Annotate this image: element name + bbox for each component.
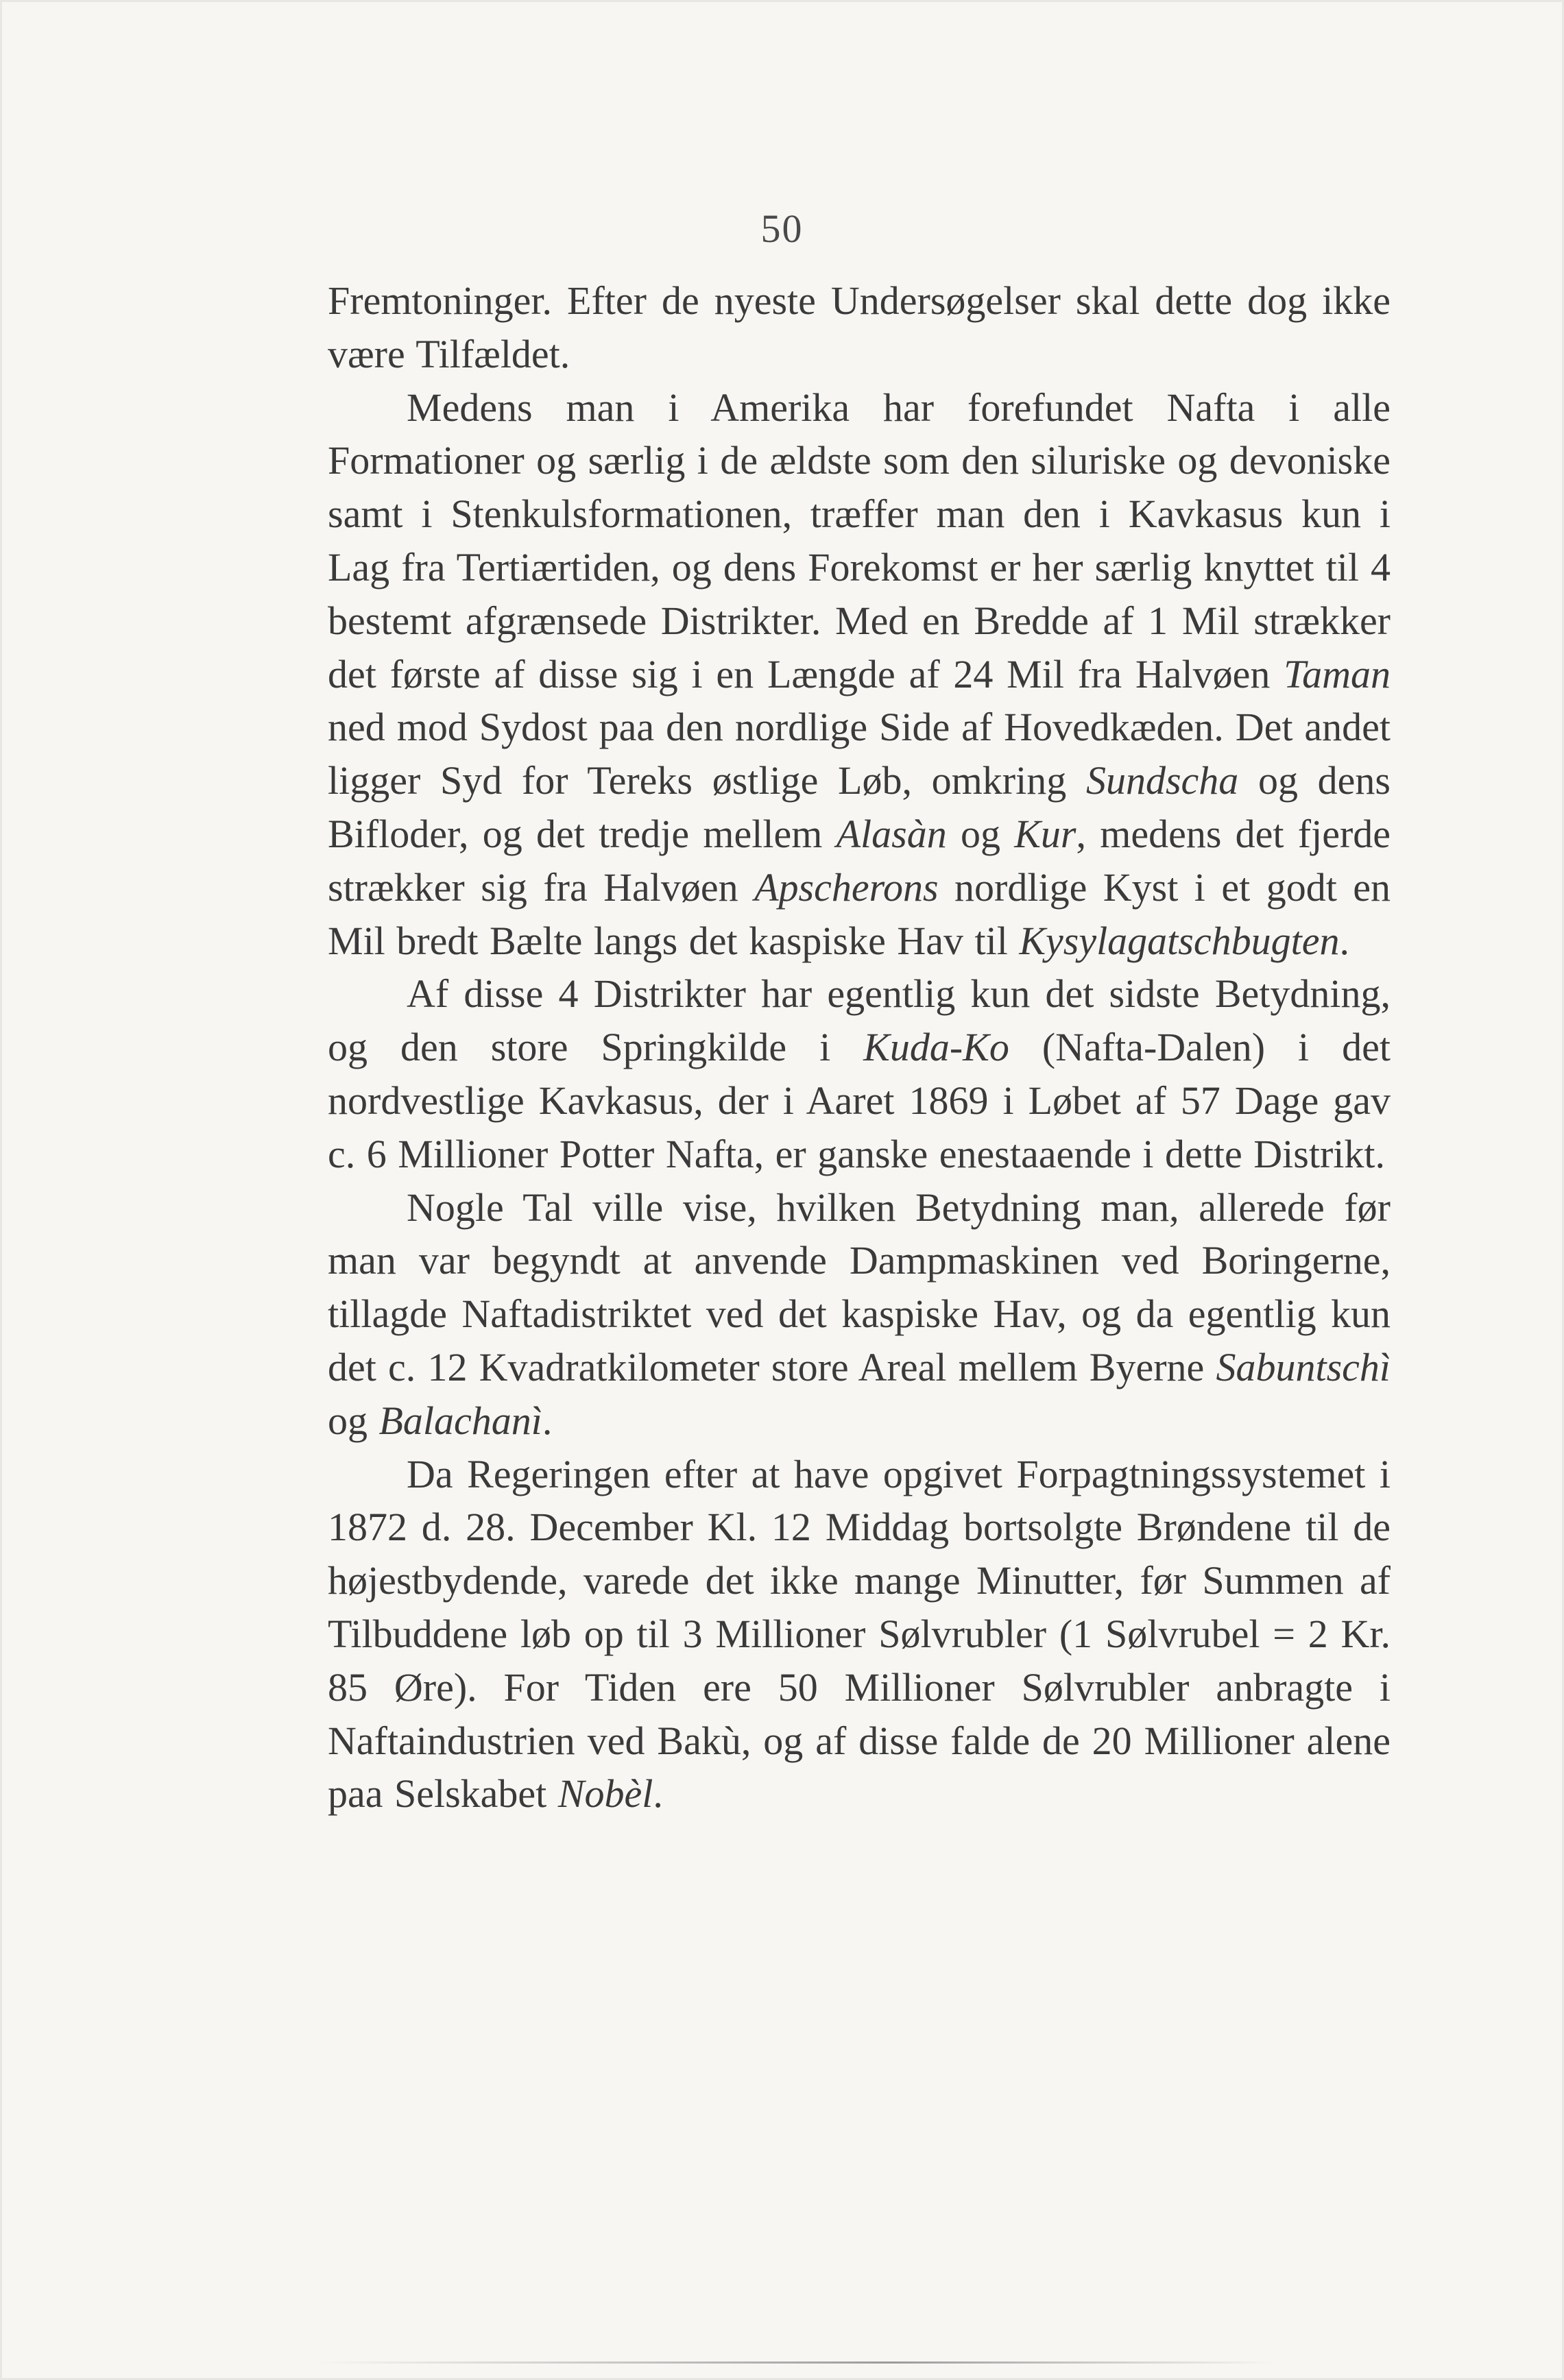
italic-name: Apscherons	[754, 864, 939, 910]
text-run: (Nafta-Dalen) i det nordvestlige Kavkasus, der i Aaret 1869 i Løbet af 57 Dage gav c. 6 Millioner Potter Nafta, er ganske enestaaende i dette Distrikt.	[328, 1025, 1391, 1176]
page-number: 50	[760, 206, 804, 251]
text-run: ned mod Sydost paa den nordlige Side af Hovedkæden. Det andet ligger Syd for Tereks østlige Løb, omkring	[328, 705, 1391, 803]
text-run: Nogle Tal ville vise, hvilken Betydning man, allerede før man var begyndt at anvende Dampmaskinen ved Boringerne, tillagde Naftadistriktet ved det kaspiske Hav, og da egentlig kun det c. 12 Kvadratkilometer store Areal mellem Byerne	[328, 1185, 1391, 1389]
text-run: , medens det fjerde strækker sig fra Halvøen	[328, 811, 1391, 910]
italic-name: Kuda-Ko	[863, 1025, 1009, 1070]
paragraph	[328, 1181, 1391, 1448]
text-run: .	[1339, 918, 1349, 963]
text-run: .	[542, 1398, 553, 1443]
text-run: Fremtoninger. Efter de nyeste Undersøgelser skal dette dog ikke være Tilfældet.	[328, 278, 1391, 376]
text-run: Medens man i Amerika har forefundet Nafta i alle Formationer og særlig i de ældste som den siluriske og devoniske samt i Stenkulsformationen, træffer man den i Kavkasus kun i Lag fra Tertiærtiden, og dens Forekomst er her særlig knyttet til 4 bestemt afgrænsede Distrikter. Med en Bredde af 1 Mil strækker det første af disse sig i en Længde af 24 Mil fra Halvøen	[328, 385, 1391, 696]
italic-name: Nobèl	[557, 1771, 653, 1817]
italic-name: Alasàn	[836, 811, 947, 856]
italic-name: Kur	[1014, 811, 1076, 856]
text-run: nordlige Kyst i et godt en Mil bredt Bælte langs det kaspiske Hav til	[328, 864, 1391, 963]
italic-name: Balachanì	[378, 1398, 542, 1443]
scan-edge-line	[315, 2361, 1275, 2364]
paragraph	[328, 967, 1391, 1180]
italic-name: Sabuntschì	[1216, 1344, 1391, 1389]
italic-name: Sundscha	[1085, 758, 1239, 803]
paragraph	[328, 1448, 1391, 1821]
body-text	[328, 274, 1391, 1821]
text-run: .	[653, 1771, 663, 1817]
text-run: Da Regeringen efter at have opgivet Forpagtningssystemet i 1872 d. 28. December Kl. 12 Middag bortsolgte Brøndene til de højestbydende, varede det ikke mange Minutter, før Summen af Tilbuddene løb op til 3 Millioner Sølvrubler (1 Sølvrubel = 2 Kr. 85 Øre). For Tiden ere 50 Millioner Sølvrubler anbragte i Naftaindustrien ved Bakù, og af disse falde de 20 Millioner alene paa Selskabet	[328, 1451, 1391, 1817]
text-run: og	[328, 1398, 379, 1443]
paragraph	[328, 381, 1391, 968]
paragraph	[328, 274, 1391, 381]
text-run: Af disse 4 Distrikter har egentlig kun det sidste Betydning, og den store Springkilde i	[328, 971, 1391, 1070]
italic-name: Taman	[1284, 651, 1391, 696]
text-run: og dens Bifloder, og det tredje mellem	[328, 758, 1391, 856]
italic-name: Kysylagatschbugten	[1019, 918, 1340, 963]
text-run: og	[946, 811, 1015, 856]
